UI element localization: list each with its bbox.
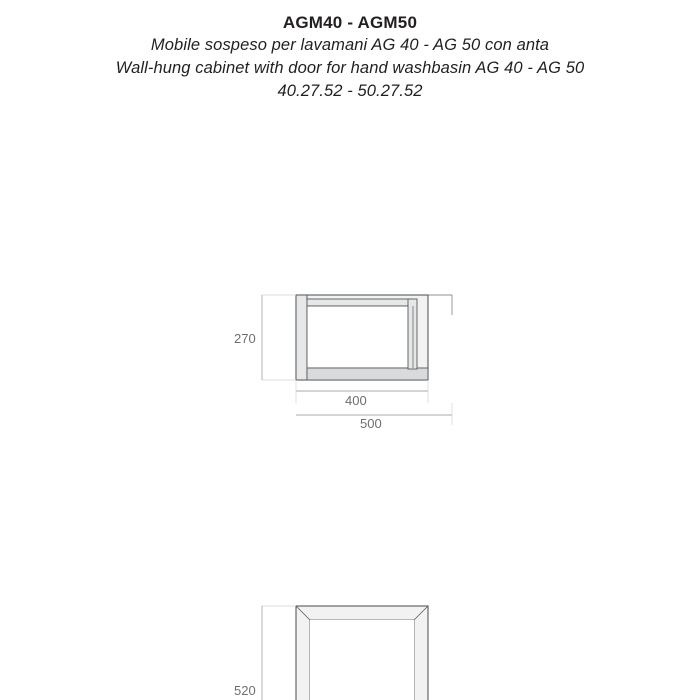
dim-label-520: 520: [234, 683, 256, 698]
front-view-drawing: [0, 103, 700, 663]
subtitle-italian: Mobile sospeso per lavamani AG 40 - AG 50 con anta: [150, 36, 550, 54]
dim-label-400: 400: [345, 393, 367, 408]
front-view-door-face: [310, 620, 414, 700]
product-codes: 40.27.52 - 50.27.52: [277, 82, 423, 100]
page-title: AGM40 - AGM50: [282, 13, 418, 32]
drawing-header: [0, 0, 700, 103]
dim-label-500: 500: [360, 416, 382, 431]
dim-label-270: 270: [234, 331, 256, 346]
technical-drawings: [0, 103, 700, 698]
subtitle-english: Wall-hung cabinet with door for hand washbasin AG 40 - AG 50: [115, 59, 585, 77]
